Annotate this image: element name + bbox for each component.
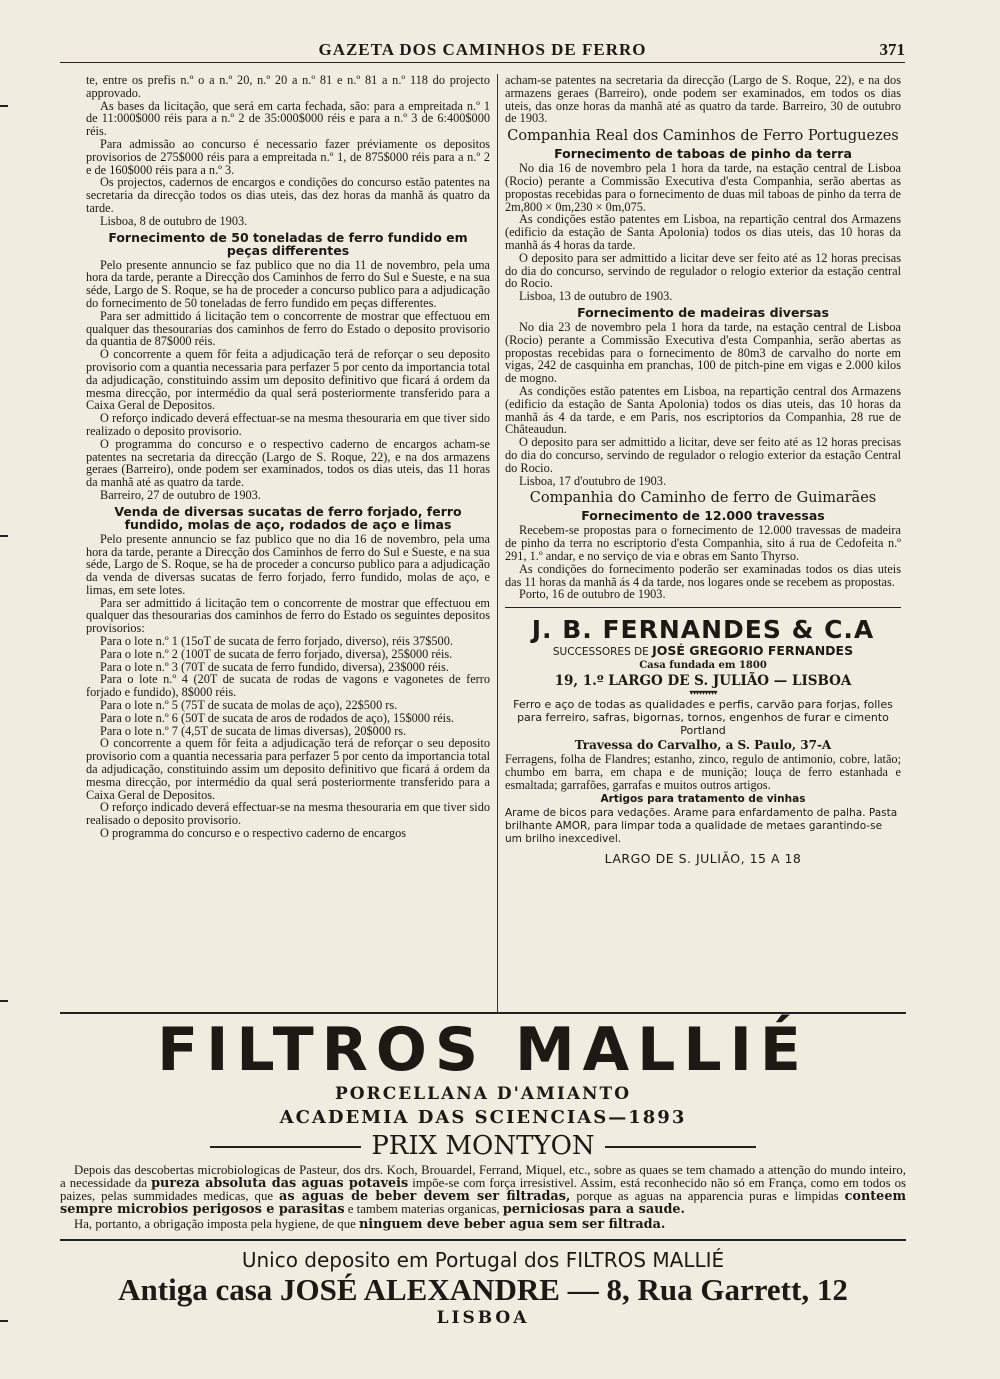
section-heading: Fornecimento de 12.000 travessas <box>581 508 825 524</box>
section-heading: Fornecimento de taboas de pinho da terra <box>554 146 852 162</box>
paragraph: Para ser admittido á licitação tem o concorrente de mostrar que effectuou em qualquer das thesourarias dos caminhos de ferro do Estado o deposito provisorio da quantia de 87$000 réis. <box>86 308 490 349</box>
section-heading: Venda de diversas sucatas de ferro forjado, ferro fundido, molas de aço, rodados de aço e limas <box>114 503 462 532</box>
paragraph: As bases da licitação, que será em carta fechada, são: para a empreitada n.º 1 de 11:000$000 réis para a n.º 2 de 35:000$000 réis e para a n.º 3 de 6:400$000 réis. <box>86 98 490 139</box>
paragraph: O reforço indicado deverá effectuar-se na mesma thesouraria em que tiver sido realizado o deposito provisorio. <box>86 411 490 438</box>
shop-address: 19, 1.º LARGO DE S. JULIÃO — LISBOA <box>554 673 852 690</box>
product-title: FILTROS MALLIÉ <box>157 1015 809 1085</box>
binding-mark <box>0 105 8 107</box>
section-heading: Fornecimento de 50 toneladas de ferro fundido em peças differentes <box>108 229 468 258</box>
ad-body: Ha, portanto, a obrigação imposta pela hygiene, de que ninguem deve beber agua sem ser filtrada. <box>74 1217 666 1232</box>
paragraph: O programma do concurso e o respectivo caderno de encargos <box>100 826 407 841</box>
paragraph: As condições do fornecimento poderão ser examinadas todos os dias uteis das 11 horas da manhã ás 4 da tarde, nos logares onde se recebem as propostas. <box>505 561 901 589</box>
ornament-divider-icon: ▾▾▾▾▾▾▾▾▾ <box>689 688 717 698</box>
lot-item: Para o lote n.º 6 (50T de sucata de aros de rodados de aço), 15$000 réis. <box>100 710 454 725</box>
filtros-mallie-advertisement <box>60 1015 907 1329</box>
emphasis: pureza absoluta das aguas potaveis <box>151 1176 409 1191</box>
emphasis: as aguas de beber devem ser filtradas, <box>279 1189 571 1204</box>
lot-item: Para o lote n.º 7 (4,5T de sucata de limas diversas), 20$000 rs. <box>100 723 407 738</box>
lot-item: Para o lote n.º 4 (20T de sucata de rodas de vagons e vagonetes de ferro forjado e fundido), 8$000 réis. <box>86 672 490 700</box>
left-column <box>86 74 490 840</box>
advertiser-name: J. B. FERNANDES & C.A <box>531 615 875 645</box>
lot-item: Para o lote n.º 5 (75T de sucata de molas de aço), 22$500 rs. <box>100 698 398 713</box>
binding-mark <box>0 1000 8 1002</box>
dateline: Lisboa, 17 d'outubro de 1903. <box>519 473 667 488</box>
founded-line: Casa fundada em 1800 <box>639 660 767 672</box>
depot-address: Antiga casa JOSÉ ALEXANDRE — 8, Rua Garrett, 12 <box>118 1271 848 1307</box>
paragraph: O deposito para ser admittido a licitar deve ser feito até as 12 horas precisas do dia do concurso, servindo de regulador o relogio exterior da estação central do Rocio. <box>505 250 901 291</box>
paragraph: Os projectos, cadernos de encargos e condições do concurso estão patentes na secretaria da direcção todos os dias uteis, das dez horas da manhã ás quatro da tarde. <box>86 175 490 215</box>
dateline: Porto, 16 de outubro de 1903. <box>519 587 666 602</box>
fernandes-advertisement <box>505 607 901 867</box>
hardware-list: Ferragens, folha de Flandres; estanho, zinco, regulo de antimonio, cobre, latão; chumbo em barra, em chapa e de munição; louça de ferro estanhada e esmaltada; garrafões, garrafas e muitos outros artigos. <box>505 752 901 793</box>
prize-row <box>60 1130 906 1162</box>
page-header <box>60 40 905 63</box>
journal-title: GAZETA DOS CAMINHOS DE FERRO <box>318 40 647 59</box>
paragraph: O concorrente a quem fôr feita a adjudicação terá de reforçar o seu deposito provisorio com a quantia necessaria para perfazer 5 por cento da importancia total da adjudicação, constituindo assim um deposito definitivo que ficará á ordem da mesma direcção, por intermédio da qual será posteriormente transferido para a Caixa Geral de Depositos. <box>86 736 490 802</box>
paragraph: Para ser admittido á licitação tem o concorrente de mostrar que effectuou em qualquer das thesourarias dos caminhos de ferro do Estado os seguintes depositos provisorios: <box>86 595 490 636</box>
paragraph: Recebem-se propostas para o fornecimento de 12.000 travessas de madeira de pinho da terra no escriptorio d'esta Companhia, sito á rua de Cedofeita n.º 291, 1.º andar, e no serviço de via e obras em Santo Thyrso. <box>505 523 901 563</box>
paragraph: No dia 16 de novembro pela 1 hora da tarde, na estação central de Lisboa (Rocio) perante a Commissão Executiva d'esta Companhia, serão abertas as propostas recebidas para o fornecimento de duas mil taboas de pinho da terra de 2m,800 × 0m,230 × 0m,075. <box>505 161 901 214</box>
academy-line: ACADEMIA DAS SCIENCIAS—1893 <box>279 1107 687 1128</box>
section-heading: Fornecimento de madeiras diversas <box>577 304 829 320</box>
paragraph: te, entre os prefis n.º o a n.º 20, n.º 20 a n.º 81 e n.º 81 a n.º 118 do projecto approvado. <box>86 73 490 100</box>
emphasis: perniciosas para a saude. <box>502 1202 685 1217</box>
products-list: Ferro e aço de todas as qualidades e perfis, carvão para forjas, folles para ferreiro, safras, bigornas, tornos, engenhos de furar e cimento Portland <box>513 698 893 738</box>
successors-line <box>505 644 901 659</box>
depot-city: LISBOA <box>436 1307 530 1328</box>
company-heading: Companhia Real dos Caminhos de Ferro Portuguezes <box>507 128 899 145</box>
successors-name: JOSÉ GREGORIO FERNANDES <box>652 643 854 659</box>
section-divider <box>60 1012 906 1014</box>
column-divider <box>497 74 498 1014</box>
paragraph: Para admissão ao concurso é necessario fazer préviamente os depositos provisorios de 275$000 réis para a empreitada n.º 1, de 875$000 réis para a n.º 2 e de 160$000 réis para a n.º 3. <box>86 136 490 177</box>
paragraph: As condições estão patentes em Lisboa, na repartição central dos Armazens (edificio da estação de Santa Apolonia) todos os dias uteis, das 10 horas da manhã ás 4 horas da tarde. <box>505 212 901 252</box>
material-line: PORCELLANA D'AMIANTO <box>334 1084 632 1104</box>
ad-divider <box>60 1239 906 1241</box>
binding-mark <box>0 535 8 537</box>
paragraph: Pelo presente annuncio se faz publico que no dia 16 de novembro, pela uma hora da tarde, perante a Direcção dos Caminhos de ferro do Sul e Sueste, e na sua séde, Largo de S. Roque, se ha de proceder a concurso publico para a adjudicação da venda de diversas sucatas de ferro forjado, ferro fundido, molas de aço, e limas, em sete lotes. <box>86 531 490 597</box>
wire-products: Arame de bicos para vedações. Arame para enfardamento de palha. Pasta brilhante AMOR, para limpar toda a qualidade de metaes garantindo-se um brilho inexcedivel. <box>505 807 898 846</box>
company-heading: Companhia do Caminho de ferro de Guimarães <box>529 490 877 507</box>
dateline: Lisboa, 8 de outubro de 1903. <box>100 213 248 228</box>
paragraph: O programma do concurso e o respectivo caderno de encargos acham-se patentes na secretaria da direcção (Largo de S. Roque, 22), e na dos armazens geraes (Barreiro), onde podem ser examinados, todos os dias uteis, das 11 horas da manhã até as quatro da tarde. <box>86 436 490 490</box>
paragraph: No dia 23 de novembro pela 1 hora da tarde, na estação central de Lisboa (Rocio) perante a Commissão Executiva d'esta Companhia, serão abertas as propostas recebidas para o fornecimento de 80m3 de carvalho do norte em vigas, 242 de casquinha em pranchas, 100 de pitch-pine em vigas e 2.000 kilos de mogno. <box>505 319 901 386</box>
paragraph: O deposito para ser admittido a licitar, deve ser feito até as 12 horas precisas do dia do concurso, servindo de regulador o relogio exterior da estação Central do Rocio. <box>505 435 901 475</box>
shop-address-2: LARGO DE S. JULIÃO, 15 A 18 <box>604 851 802 867</box>
page-number: 371 <box>879 40 905 59</box>
prize-name: PRIX MONTYON <box>361 1131 604 1161</box>
dateline: Lisboa, 13 de outubro de 1903. <box>519 289 673 304</box>
vineyard-heading: Artigos para tratamento de vinhas <box>600 793 806 806</box>
right-column <box>505 74 901 867</box>
ad-body: Depois das descobertas microbiologicas de Pasteur, dos drs. Koch, Brouardel, Ferrand, Miquel, etc., sobre as quaes se tem chamado a attenção do mundo inteiro, a necessidade da pureza absoluta das aguas potaveis impõe-se com força irresistivel. Assim, está reconhecido não só em França, como em todos os paizes, pelas summidades medicas, que as aguas de beber devem ser filtradas, porque as aguas na apparencia puras e limpidas conteem sempre microbios perigosos e parasitas e tambem materias organicas, perniciosas para a saude. <box>60 1163 907 1217</box>
paragraph: As condições estão patentes em Lisboa, na repartição central dos Armazens (edificio da estação de Santa Apolonia) todos os dias uteis, das 10 horas da manhã ás 4 da tarde, e em Paris, nos escriptorios da Companhia, 28 rue de Châteaudun. <box>505 383 901 437</box>
emphasis: conteem sempre microbios perigosos e parasitas <box>60 1189 907 1217</box>
emphasis: ninguem deve beber agua sem ser filtrada. <box>359 1217 666 1232</box>
branch-address: Travessa do Carvalho, a S. Paulo, 37-A <box>574 738 832 753</box>
paragraph: Pelo presente annuncio se faz publico que no dia 11 de novembro, pela uma hora da tarde, perante a Direcção dos Caminhos de ferro do Sul e Sueste, e na sua séde, Largo de S. Roque, se ha de proceder a concurso publico para a adjudicação do fornecimento de 50 toneladas de ferro fundido em peças differentes. <box>86 257 490 310</box>
dateline: Barreiro, 27 de outubro de 1903. <box>100 487 261 502</box>
successors-prefix: SUCCESSORES DE <box>552 646 649 659</box>
lot-item: Para o lote n.º 1 (15oT de sucata de ferro forjado, diverso), réis 37$500. <box>100 634 453 649</box>
paragraph: O reforço indicado deverá effectuar-se na mesma thesouraria em que tiver sido realisado o deposito provisorio. <box>86 800 490 828</box>
depot-line: Unico deposito em Portugal dos FILTROS MALLIÉ <box>241 1247 725 1272</box>
paragraph: O concorrente a quem fôr feita a adjudicação terá de reforçar o seu deposito provisorio com a quantia necessaria para perfazer 5 por cento da importancia total da adjudicação, constituindo assim um deposito definitivo que ficará á ordem da mesma direcção, por intermédio da qual será posteriormente transferido para a Caixa Geral de Depositos. <box>86 347 490 413</box>
lot-item: Para o lote n.º 2 (100T de sucata de ferro forjado, diversa), 25$000 réis. <box>100 646 453 661</box>
binding-mark <box>0 1320 8 1322</box>
paragraph: acham-se patentes na secretaria da direcção (Largo de S. Roque, 22), e na dos armazens geraes (Barreiro), onde podem ser examinados, em todos os dias uteis, das onze horas da manhã até as quatro da tarde. Barreiro, 30 de outubro de 1903. <box>505 73 901 126</box>
lot-item: Para o lote n.º 3 (70T de sucata de ferro fundido, diversa), 23$000 réis. <box>100 659 449 674</box>
